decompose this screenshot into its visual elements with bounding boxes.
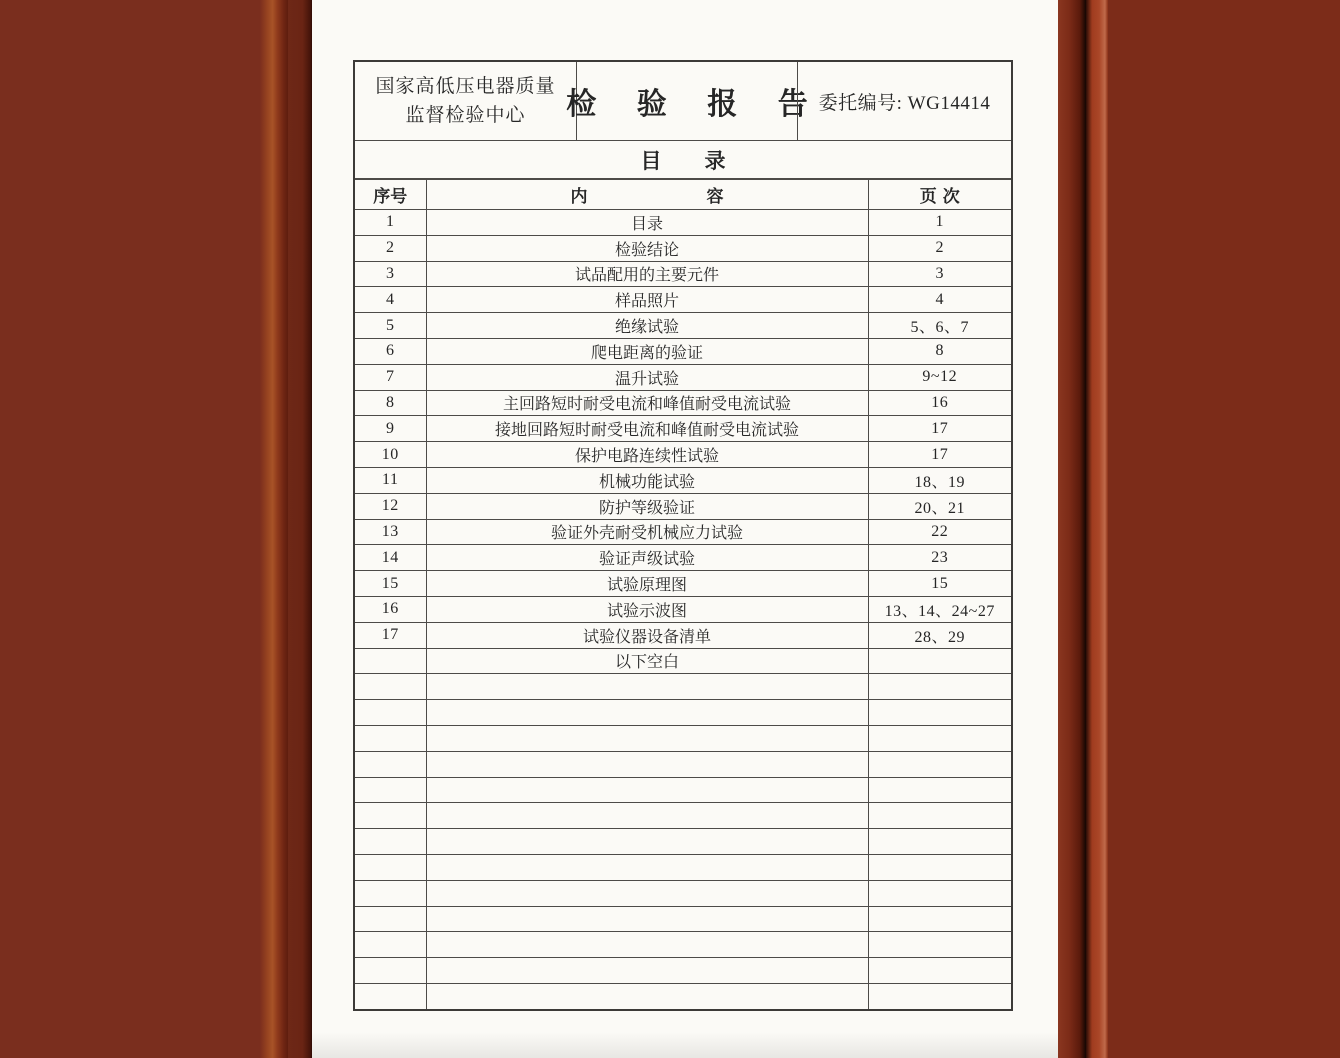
toc-cell-no xyxy=(355,958,426,984)
toc-cell-content xyxy=(426,700,868,726)
toc-cell-page xyxy=(868,725,1011,751)
report-title: 检 验 报 告 xyxy=(566,88,825,121)
toc-cell-page xyxy=(868,829,1011,855)
toc-cell-no xyxy=(355,854,426,880)
toc-cell-no xyxy=(355,725,426,751)
toc-cell-no xyxy=(355,648,426,674)
toc-cell-content xyxy=(426,829,868,855)
table-row xyxy=(355,390,1011,416)
report-title-cell xyxy=(566,62,825,140)
empty-table-row xyxy=(355,880,1011,906)
empty-table-row xyxy=(355,777,1011,803)
empty-table-row xyxy=(355,803,1011,829)
col-header-no: 序号 xyxy=(355,180,426,210)
toc-cell-no: 1 xyxy=(355,210,426,236)
toc-cell-page: 5、6、7 xyxy=(868,313,1011,339)
left-wood-strip xyxy=(260,0,288,1058)
right-frame-inner-edge xyxy=(1058,0,1086,1058)
toc-cell-no: 9 xyxy=(355,416,426,442)
toc-cell-content: 试验原理图 xyxy=(426,571,868,597)
left-frame-panel xyxy=(0,0,260,1058)
table-row xyxy=(355,210,1011,236)
toc-cell-content: 爬电距离的验证 xyxy=(426,338,868,364)
toc-cell-no: 4 xyxy=(355,287,426,313)
toc-cell-content xyxy=(426,803,868,829)
toc-cell-content: 主回路短时耐受电流和峰值耐受电流试验 xyxy=(426,390,868,416)
table-row xyxy=(355,313,1011,339)
right-frame-panel xyxy=(1108,0,1340,1058)
toc-cell-content xyxy=(426,932,868,958)
toc-cell-no xyxy=(355,751,426,777)
toc-cell-page xyxy=(868,700,1011,726)
toc-cell-no: 15 xyxy=(355,571,426,597)
toc-cell-content: 目录 xyxy=(426,210,868,236)
toc-header-row xyxy=(355,180,1011,210)
toc-cell-no: 8 xyxy=(355,390,426,416)
toc-cell-content: 验证声级试验 xyxy=(426,545,868,571)
empty-table-row xyxy=(355,854,1011,880)
table-row xyxy=(355,416,1011,442)
toc-cell-page xyxy=(868,803,1011,829)
toc-cell-page: 16 xyxy=(868,390,1011,416)
toc-cell-content: 试验仪器设备清单 xyxy=(426,622,868,648)
toc-cell-page: 28、29 xyxy=(868,622,1011,648)
toc-cell-page xyxy=(868,854,1011,880)
report-table xyxy=(353,60,1013,1011)
toc-cell-content xyxy=(426,880,868,906)
toc-cell-page: 13、14、24~27 xyxy=(868,596,1011,622)
toc-cell-no: 12 xyxy=(355,493,426,519)
empty-table-row xyxy=(355,674,1011,700)
toc-cell-page: 1 xyxy=(868,210,1011,236)
empty-table-row xyxy=(355,829,1011,855)
toc-cell-no xyxy=(355,777,426,803)
empty-table-row xyxy=(355,725,1011,751)
table-row xyxy=(355,493,1011,519)
toc-cell-content: 保护电路连续性试验 xyxy=(426,442,868,468)
table-row xyxy=(355,287,1011,313)
toc-cell-content xyxy=(426,674,868,700)
toc-cell-content: 验证外壳耐受机械应力试验 xyxy=(426,519,868,545)
toc-cell-no: 16 xyxy=(355,596,426,622)
empty-table-row xyxy=(355,906,1011,932)
document-page xyxy=(312,0,1058,1058)
toc-cell-no: 3 xyxy=(355,261,426,287)
toc-cell-content xyxy=(426,777,868,803)
toc-cell-page: 20、21 xyxy=(868,493,1011,519)
toc-cell-content: 防护等级验证 xyxy=(426,493,868,519)
toc-cell-content xyxy=(426,725,868,751)
empty-table-row xyxy=(355,983,1011,1008)
toc-cell-page xyxy=(868,958,1011,984)
toc-cell-no: 14 xyxy=(355,545,426,571)
table-row xyxy=(355,364,1011,390)
toc-cell-no: 17 xyxy=(355,622,426,648)
toc-cell-page xyxy=(868,648,1011,674)
org-name-line2: 监督检验中心 xyxy=(405,105,526,126)
empty-table-row xyxy=(355,932,1011,958)
toc-cell-content: 绝缘试验 xyxy=(426,313,868,339)
toc-cell-no xyxy=(355,674,426,700)
toc-cell-page: 17 xyxy=(868,416,1011,442)
toc-cell-no xyxy=(355,829,426,855)
toc-cell-content xyxy=(426,958,868,984)
toc-cell-no: 13 xyxy=(355,519,426,545)
table-row xyxy=(355,442,1011,468)
table-row xyxy=(355,519,1011,545)
toc-cell-no: 11 xyxy=(355,467,426,493)
toc-cell-no: 6 xyxy=(355,338,426,364)
toc-cell-no xyxy=(355,803,426,829)
toc-cell-content: 接地回路短时耐受电流和峰值耐受电流试验 xyxy=(426,416,868,442)
table-row xyxy=(355,545,1011,571)
toc-cell-no xyxy=(355,700,426,726)
toc-cell-no xyxy=(355,880,426,906)
table-row xyxy=(355,596,1011,622)
toc-cell-content: 试品配用的主要元件 xyxy=(426,261,868,287)
left-frame-inner-edge xyxy=(288,0,312,1058)
toc-cell-page xyxy=(868,983,1011,1008)
toc-cell-no xyxy=(355,932,426,958)
table-row-below-blank xyxy=(355,648,1011,674)
toc-cell-content: 温升试验 xyxy=(426,364,868,390)
empty-table-row xyxy=(355,958,1011,984)
toc-cell-page: 9~12 xyxy=(868,364,1011,390)
toc-cell-page xyxy=(868,751,1011,777)
toc-cell-no: 2 xyxy=(355,235,426,261)
table-row xyxy=(355,338,1011,364)
toc-cell-no: 7 xyxy=(355,364,426,390)
report-header xyxy=(355,62,1011,141)
table-row xyxy=(355,622,1011,648)
org-name-line1: 国家高低压电器质量 xyxy=(375,75,556,97)
toc-cell-content: 以下空白 xyxy=(426,648,868,674)
org-name-cell xyxy=(355,62,576,140)
toc-cell-page xyxy=(868,880,1011,906)
toc-cell-page: 22 xyxy=(868,519,1011,545)
table-row xyxy=(355,467,1011,493)
toc-cell-no xyxy=(355,983,426,1008)
empty-table-row xyxy=(355,751,1011,777)
toc-cell-page: 17 xyxy=(868,442,1011,468)
toc-cell-no: 5 xyxy=(355,313,426,339)
toc-cell-page: 8 xyxy=(868,338,1011,364)
col-header-content: 内容 xyxy=(426,180,868,210)
toc-cell-page: 2 xyxy=(868,235,1011,261)
empty-table-row xyxy=(355,700,1011,726)
toc-cell-content xyxy=(426,983,868,1008)
toc-cell-page xyxy=(868,906,1011,932)
toc-cell-page: 4 xyxy=(868,287,1011,313)
toc-cell-no xyxy=(355,906,426,932)
toc-cell-page xyxy=(868,932,1011,958)
toc-cell-page xyxy=(868,777,1011,803)
toc-cell-page: 23 xyxy=(868,545,1011,571)
toc-cell-page: 18、19 xyxy=(868,467,1011,493)
toc-cell-no: 10 xyxy=(355,442,426,468)
toc-cell-content: 试验示波图 xyxy=(426,596,868,622)
toc-cell-page: 3 xyxy=(868,261,1011,287)
col-header-page: 页次 xyxy=(868,180,1011,210)
table-row xyxy=(355,235,1011,261)
toc-cell-content: 检验结论 xyxy=(426,235,868,261)
table-row xyxy=(355,261,1011,287)
commission-number-cell xyxy=(797,62,1011,140)
toc-cell-page xyxy=(868,674,1011,700)
toc-cell-content xyxy=(426,751,868,777)
toc-cell-content: 机械功能试验 xyxy=(426,467,868,493)
toc-title: 目 录 xyxy=(355,141,1011,179)
toc-cell-page: 15 xyxy=(868,571,1011,597)
commission-number: 委托编号: WG14414 xyxy=(818,92,991,114)
right-wood-strip xyxy=(1086,0,1108,1058)
toc-cell-content xyxy=(426,906,868,932)
toc-table xyxy=(355,179,1011,1009)
toc-cell-content xyxy=(426,854,868,880)
table-row xyxy=(355,571,1011,597)
toc-cell-content: 样品照片 xyxy=(426,287,868,313)
